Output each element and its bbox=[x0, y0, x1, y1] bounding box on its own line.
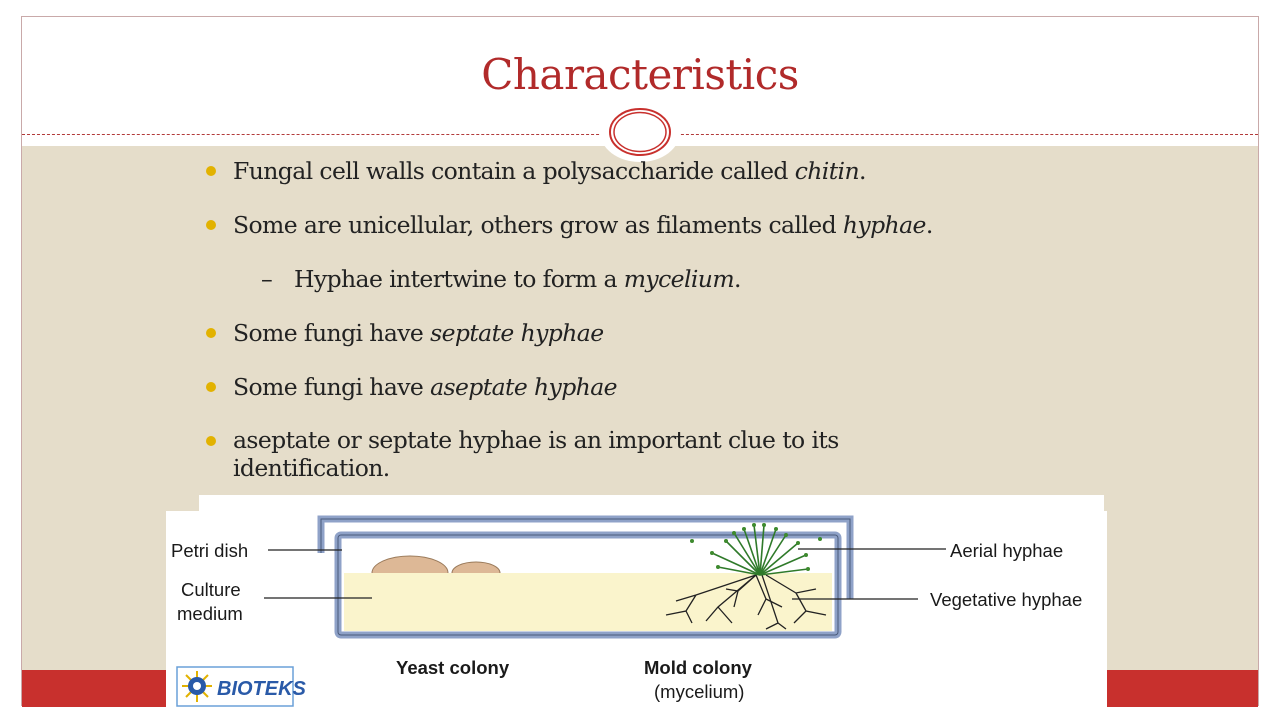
bullet-dot-icon bbox=[206, 382, 216, 392]
label-aerial-hyphae: Aerial hyphae bbox=[950, 540, 1064, 561]
label-culture: Culture bbox=[181, 579, 241, 600]
sub-bullet-mycelium: – Hyphae intertwine to form a mycelium. bbox=[261, 265, 741, 293]
bullet-dot-icon bbox=[206, 328, 216, 338]
label-mycelium: (mycelium) bbox=[654, 681, 745, 702]
sun-logo-icon bbox=[177, 667, 306, 706]
bullet-dot-icon bbox=[206, 436, 216, 446]
bullet-dot-icon bbox=[206, 166, 216, 176]
dash-marker: – bbox=[261, 265, 273, 293]
label-mold-colony: Mold colony bbox=[644, 657, 752, 678]
figure-top-strip bbox=[199, 495, 1104, 511]
bullet-list bbox=[204, 156, 1104, 506]
bullet-aseptate: Some fungi have aseptate hyphae bbox=[204, 372, 1104, 402]
label-vegetative-hyphae: Vegetative hyphae bbox=[930, 589, 1083, 610]
label-petri-dish: Petri dish bbox=[171, 540, 249, 561]
circle-ornament-icon bbox=[599, 101, 681, 163]
logo-text: BIOTEKS bbox=[217, 678, 306, 700]
bullet-chitin: Fungal cell walls contain a polysaccharide called chitin. bbox=[204, 156, 1104, 186]
label-yeast-colony: Yeast colony bbox=[396, 657, 510, 678]
petri-dish-figure bbox=[166, 495, 1107, 720]
label-medium: medium bbox=[177, 603, 243, 624]
bullet-hyphae: Some are unicellular, others grow as filaments called hyphae. bbox=[204, 210, 1104, 240]
slide-title: Characteristics bbox=[481, 50, 799, 99]
bullet-dot-icon bbox=[206, 220, 216, 230]
bullet-identification: aseptate or septate hyphae is an important clue to its identification. bbox=[204, 426, 1104, 482]
bullet-septate: Some fungi have septate hyphae bbox=[204, 318, 1104, 348]
